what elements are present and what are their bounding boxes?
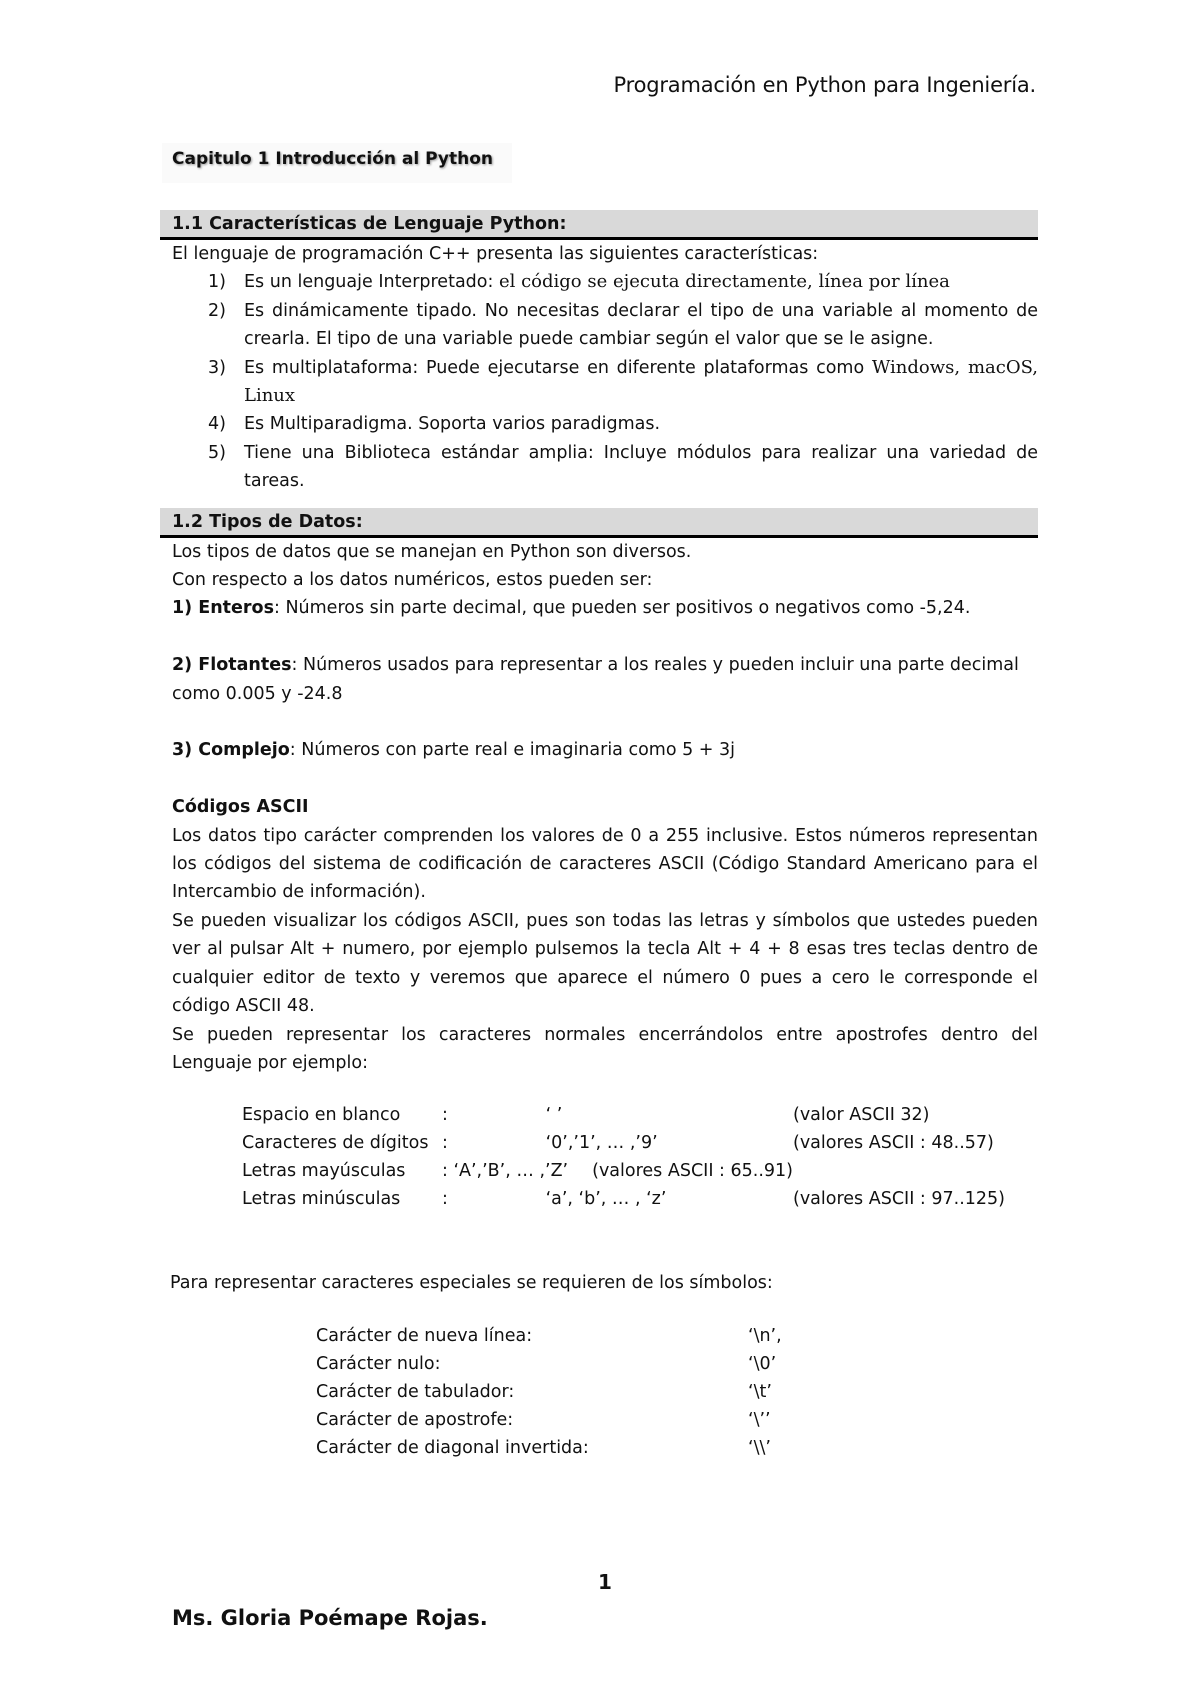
ascii-paragraph-1: Los datos tipo carácter comprenden los valores de 0 a 255 inclusive. Estos números representan los códigos del sistema de codificación de caracteres ASCII (Código Standard Americano para el Intercambio de información). [172,825,1038,903]
table-row [242,1157,1005,1185]
table-cell-text: (valores ASCII : 65..91) [592,1161,793,1182]
table-cell: Espacio en blanco [242,1105,401,1126]
list-item [172,297,1038,354]
type-text: : Números sin parte decimal, que pueden ser positivos o negativos como -5,24. [273,598,971,619]
table-row [242,1129,1005,1157]
features-list [172,268,1038,495]
author-footer: Ms. Gloria Poémape Rojas. [172,1606,488,1630]
list-item [172,354,1038,411]
table-cell: (valores ASCII : 97..125) [793,1189,1005,1210]
table-cell: Letras mayúsculas [242,1161,406,1182]
list-text-emphasis: el código se ejecuta directamente, línea por línea [498,271,950,293]
table-cell: Caracteres de dígitos [242,1133,429,1154]
type-label: 1) Enteros [172,598,274,619]
ascii-heading: Códigos ASCII [172,797,309,818]
table-row [316,1378,782,1406]
main-content [172,210,1038,1462]
running-header: Programación en Python para Ingeniería. [613,73,1036,97]
table-cell: ‘a’, ‘b’, … , ‘z’ [545,1189,667,1210]
list-text: Es multiplataforma: Puede ejecutarse en diferente plataformas como [244,357,872,378]
table-cell: ‘0’,’1’, … ,’9’ [545,1133,658,1154]
table-cell: ‘\t’ [748,1381,772,1402]
type-text: : Números usados para representar a los reales y pueden incluir una parte decimal como 0.005 y -24.8 [172,655,1019,704]
table-cell: (valor ASCII 32) [793,1105,930,1126]
special-intro: Para representar caracteres especiales se requieren de los símbolos: [170,1273,773,1294]
list-text: Es dinámicamente tipado. No necesitas declarar el tipo de una variable al momento de crearla. El tipo de una variable puede cambiar según el valor que se le asigne. [244,300,1038,350]
type-complex [172,736,1038,764]
type-label: 2) Flotantes [172,655,292,676]
list-text: Tiene una Biblioteca estándar amplia: Incluye módulos para realizar una variedad de tareas. [244,442,1038,492]
table-row [242,1101,1005,1129]
ascii-examples-table [242,1101,1005,1213]
section-heading-1-2: 1.2 Tipos de Datos: [160,508,1038,538]
table-cell: Carácter de apostrofe: [316,1409,514,1430]
table-cell: Letras minúsculas [242,1189,401,1210]
table-cell: ‘\0’ [748,1353,777,1374]
table-cell: (valores ASCII : 48..57) [793,1133,994,1154]
table-row [316,1406,782,1434]
table-cell: : [442,1133,448,1154]
section2-line2: Con respecto a los datos numéricos, estos pueden ser: [172,570,653,591]
chapter-title: Capitulo 1 Introducción al Python [162,143,512,183]
list-number: 5) [208,442,226,463]
table-row [316,1434,782,1462]
type-float [172,651,1038,708]
type-integer [172,594,1038,622]
list-item [172,268,1038,296]
ascii-paragraph-2: Se pueden visualizar los códigos ASCII, pues son todas las letras y símbolos que ustedes pueden ver al pulsar Alt + numero, por ejemplo pulsemos la tecla Alt + 4 + 8 esas tres teclas dentro de cualquier editor de texto y veremos que aparece el número 0 pues a cero le corresponde el código ASCII 48. [172,910,1038,1017]
table-cell: Carácter de diagonal invertida: [316,1437,589,1458]
table-cell: Carácter nulo: [316,1353,441,1374]
list-number: 1) [208,272,226,293]
list-item [172,410,1038,438]
section2-line1: Los tipos de datos que se manejan en Python son diversos. [172,541,692,562]
list-number: 4) [208,414,226,435]
special-chars-table [316,1322,782,1462]
list-text: Es un lenguaje Interpretado: [244,272,499,293]
list-text-emphasis: Windows, macOS, Linux [244,356,1038,407]
table-cell: : [442,1189,448,1210]
table-cell: ‘ ’ [545,1105,563,1126]
table-row [316,1322,782,1350]
table-row [242,1185,1005,1213]
list-number: 2) [208,300,226,321]
page-number: 1 [598,1570,612,1594]
type-text: : Números con parte real e imaginaria como 5 + 3j [289,740,736,761]
table-cell: Carácter de nueva línea: [316,1325,533,1346]
table-cell-text: : ‘A’,’B’, … ,’Z’ [442,1161,569,1182]
list-item [172,439,1038,496]
table-cell: Carácter de tabulador: [316,1381,515,1402]
table-cell: ‘\’’ [748,1409,771,1430]
list-text: Es Multiparadigma. Soporta varios paradigmas. [244,414,661,435]
list-number: 3) [208,357,226,378]
section-heading-1-1: 1.1 Características de Lenguaje Python: [160,210,1038,240]
table-cell: ‘\n’, [748,1325,782,1346]
ascii-paragraph-3: Se pueden representar los caracteres normales encerrándolos entre apostrofes dentro del Lenguaje por ejemplo: [172,1024,1038,1073]
table-cell [442,1157,793,1185]
table-cell: : [442,1105,448,1126]
section1-intro: El lenguaje de programación C++ presenta las siguientes características: [172,244,819,264]
table-cell: ‘\\’ [748,1437,771,1458]
table-row [316,1350,782,1378]
type-label: 3) Complejo [172,740,290,761]
table-cell [793,1157,1005,1185]
